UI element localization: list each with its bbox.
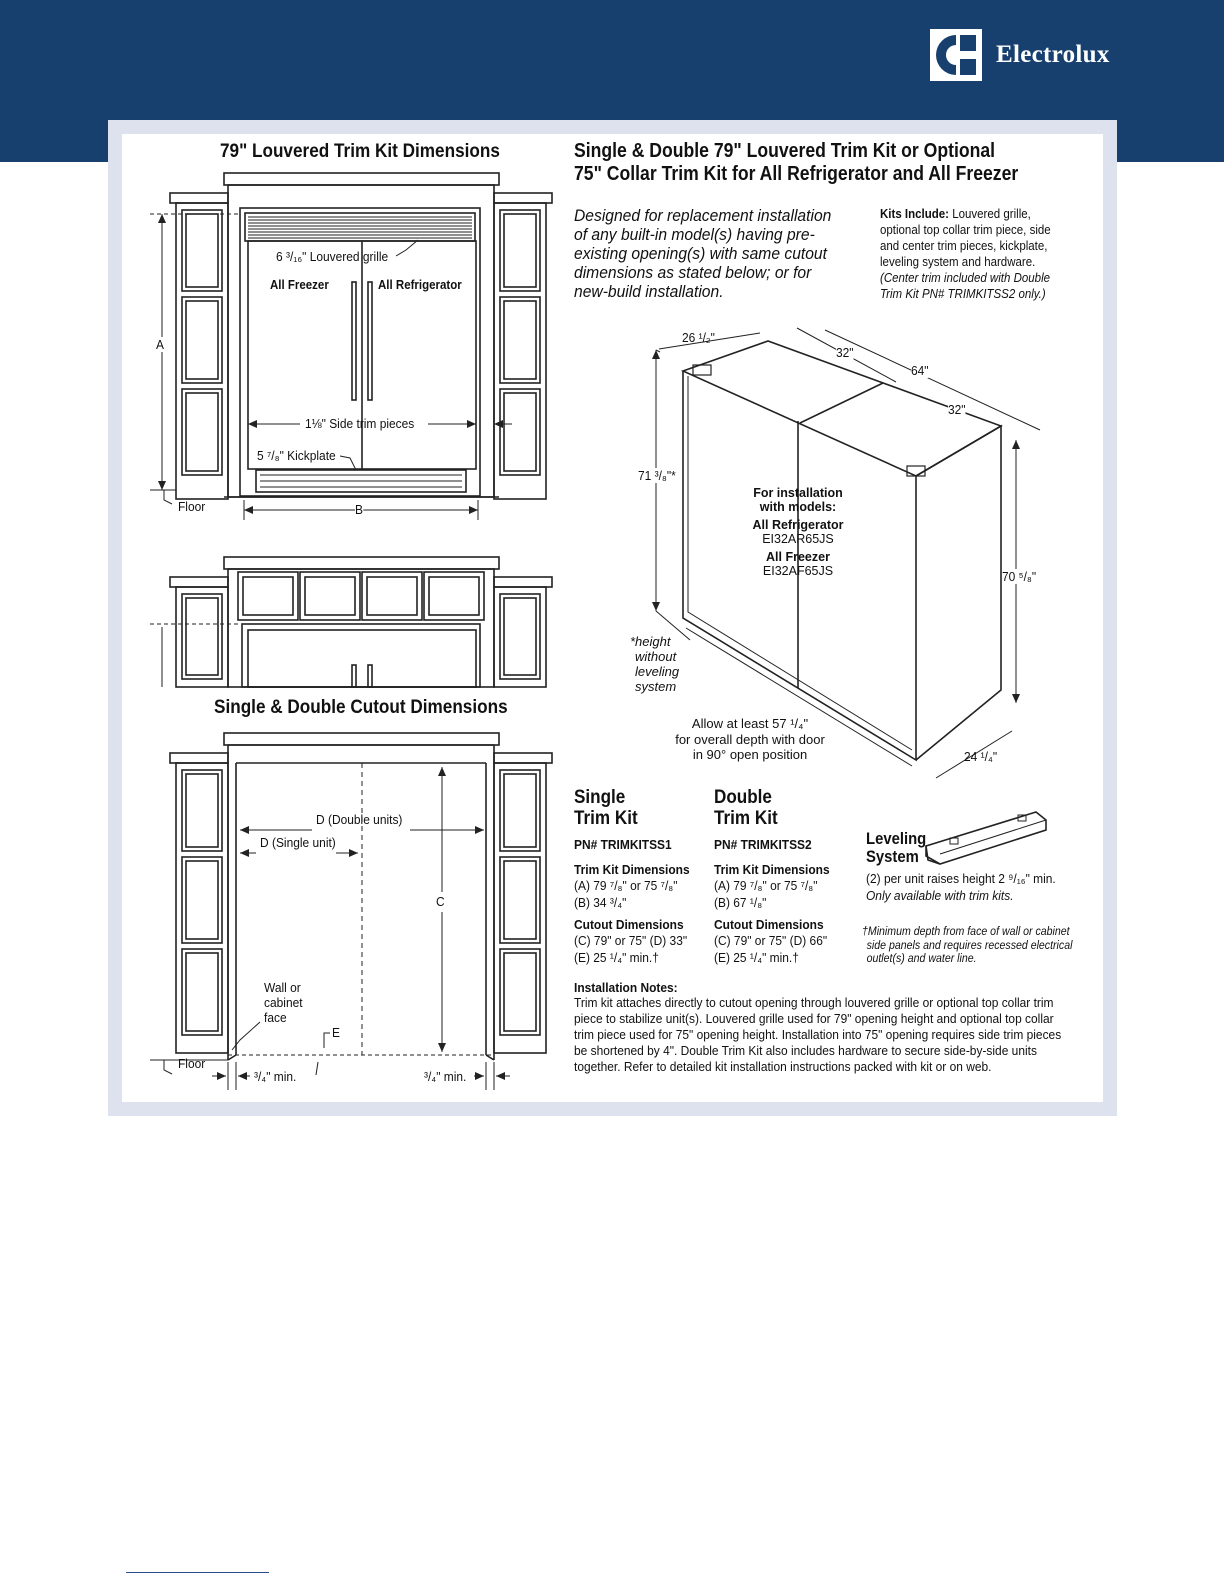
intro-text: Designed for replacement installation of any built-in model(s) having pre-existing opening(s) with same cutout dimensions as stated below; or for new-build installation. (574, 206, 832, 301)
cutout-title: Single & Double Cutout Dimensions (214, 696, 508, 718)
dim-width2-label: 32" (948, 402, 966, 417)
dim-a-label: A (156, 337, 164, 352)
double-kit-title-2: Trim Kit (714, 808, 778, 829)
leveling-line-2: Only available with trim kits. (866, 888, 1014, 903)
leveling-title-2: System (866, 848, 919, 866)
install-heading-2: with models: (759, 500, 837, 514)
double-kit-cut-label: Cutout Dimensions (714, 917, 824, 932)
leveling-system (866, 830, 1072, 904)
single-kit-a: (A) 79 ⁷/₈" or 75 ⁷/₈" (574, 878, 678, 893)
kits-include-label: Kits Include: (880, 207, 950, 221)
install-models (744, 486, 852, 578)
single-kit-cut-label: Cutout Dimensions (574, 917, 684, 932)
height-note-line: leveling (635, 664, 680, 679)
wall-label-3: face (264, 1010, 287, 1025)
kits-include-note: Trim Kit PN# TRIMKITSS2 only.) (880, 287, 1046, 301)
installation-notes (574, 980, 1114, 1075)
height-note-line: *height (630, 634, 671, 649)
double-kit-b: (B) 67 ¹/₈" (714, 895, 767, 910)
floor-label: Floor (178, 499, 206, 514)
dim-width1-label: 32" (836, 345, 854, 360)
grille-label: 6 ³/₁₆" Louvered grille (276, 249, 389, 264)
side-trim-label: 1⅛" Side trim pieces (305, 416, 415, 431)
d-double-label: D (Double units) (316, 812, 403, 827)
kits-include-line: optional top collar trim piece, side (880, 223, 1051, 237)
brand-name: Electrolux (996, 41, 1110, 68)
model-frz: EI32AF65JS (762, 564, 834, 578)
double-kit-a: (A) 79 ⁷/₈" or 75 ⁷/₈" (714, 878, 818, 893)
dim-height-right-label: 70 ⁵/₈" (1002, 569, 1037, 584)
single-kit (574, 787, 700, 966)
min-right-label: ³/₄" min. (424, 1069, 467, 1084)
d-single-label: D (Single unit) (260, 835, 336, 850)
double-kit-pn: PN# TRIMKITSS2 (714, 837, 812, 852)
kits-include-line: and center trim pieces, kickplate, (880, 239, 1048, 253)
allow-note-line: in 90° open position (692, 747, 808, 762)
double-kit-title-1: Double (714, 787, 772, 808)
all-freezer-label: All Freezer (270, 278, 329, 292)
single-kit-pn: PN# TRIMKITSS1 (574, 837, 672, 852)
collar-kit-diagram (150, 557, 552, 687)
notes-heading: Installation Notes: (574, 980, 678, 995)
dim-total-label: 64" (911, 363, 929, 378)
model-ref-label: All Refrigerator (752, 518, 844, 532)
single-kit-c: (C) 79" or 75" (D) 33" (574, 933, 688, 948)
floor-label-2: Floor (178, 1056, 206, 1071)
min-left-label: ³/₄" min. (254, 1069, 297, 1084)
dim-e-label: E (332, 1025, 340, 1040)
double-kit (714, 787, 840, 966)
footnote (862, 926, 1072, 967)
dim-bottom-label: 24 ¹/₄" (964, 749, 998, 764)
model-ref: EI32AR65JS (762, 532, 834, 546)
footnote-line: †Minimum depth from face of wall or cabinet (862, 926, 1070, 938)
main-title-line2: 75" Collar Trim Kit for All Refrigerator and All Freezer (574, 163, 1019, 185)
dim-c-label: C (436, 894, 445, 909)
single-kit-dims-label: Trim Kit Dimensions (574, 862, 690, 877)
cutout-diagram (150, 733, 552, 1090)
kits-include (880, 206, 1051, 302)
single-kit-title-1: Single (574, 787, 626, 808)
height-note (630, 634, 679, 694)
dim-depth-label: 26 ¹/₂" (682, 330, 715, 345)
double-kit-dims-label: Trim Kit Dimensions (714, 862, 830, 877)
kickplate-label: 5 ⁷/₈" Kickplate (257, 448, 336, 463)
allow-note-line: Allow at least 57 ¹/₄" (691, 716, 809, 731)
leveling-line-1: (2) per unit raises height 2 ⁹/₁₆" min. (866, 871, 1056, 886)
footnote-line: side panels and requires recessed electrical (866, 939, 1073, 952)
footnote-line: outlet(s) and water line. (866, 953, 977, 965)
height-note-line: without (635, 649, 677, 664)
leveling-title-1: Leveling (866, 830, 927, 848)
single-kit-title-2: Trim Kit (574, 808, 638, 829)
single-kit-e: (E) 25 ¹/₄" min.† (574, 950, 659, 965)
double-kit-e: (E) 25 ¹/₄" min.† (714, 950, 799, 965)
footer-rule (126, 1572, 269, 1573)
all-refrigerator-label: All Refrigerator (378, 278, 462, 292)
single-kit-b: (B) 34 ³/₄" (574, 895, 627, 910)
kits-include-first: Louvered grille, (952, 207, 1031, 221)
notes-text: Trim kit attaches directly to cutout opening through louvered grille or optional top collar trim piece to stabilize unit(s). Louvered grille used for 79" opening height and optional top collar trim piece used for 75" opening height. Installation into 75" opening requires side trim pieces be shortened by 4". Double Trim Kit also includes hardware to secure side-by-side units together. Refer to detailed kit installation instructions packed with kit or on web. (574, 995, 1062, 1074)
wall-label-2: cabinet (264, 995, 303, 1010)
trim-kit-diagram (150, 173, 552, 520)
allow-note (670, 716, 830, 763)
allow-note-line: for overall depth with door (675, 731, 825, 747)
kits-include-line: leveling system and hardware. (880, 255, 1036, 269)
wall-label-1: Wall or (264, 980, 301, 995)
double-kit-c: (C) 79" or 75" (D) 66" (714, 933, 828, 948)
install-heading-1: For installation (753, 486, 843, 500)
model-frz-label: All Freezer (766, 550, 830, 564)
trim-kit-title: 79" Louvered Trim Kit Dimensions (220, 140, 500, 162)
kits-include-note: (Center trim included with Double (880, 271, 1051, 285)
main-title-line1: Single & Double 79" Louvered Trim Kit or Optional (574, 140, 996, 162)
height-note-line: system (635, 679, 677, 694)
dim-height-left-label: 71 ³/₈"* (638, 468, 676, 483)
dim-b-label: B (355, 502, 363, 517)
